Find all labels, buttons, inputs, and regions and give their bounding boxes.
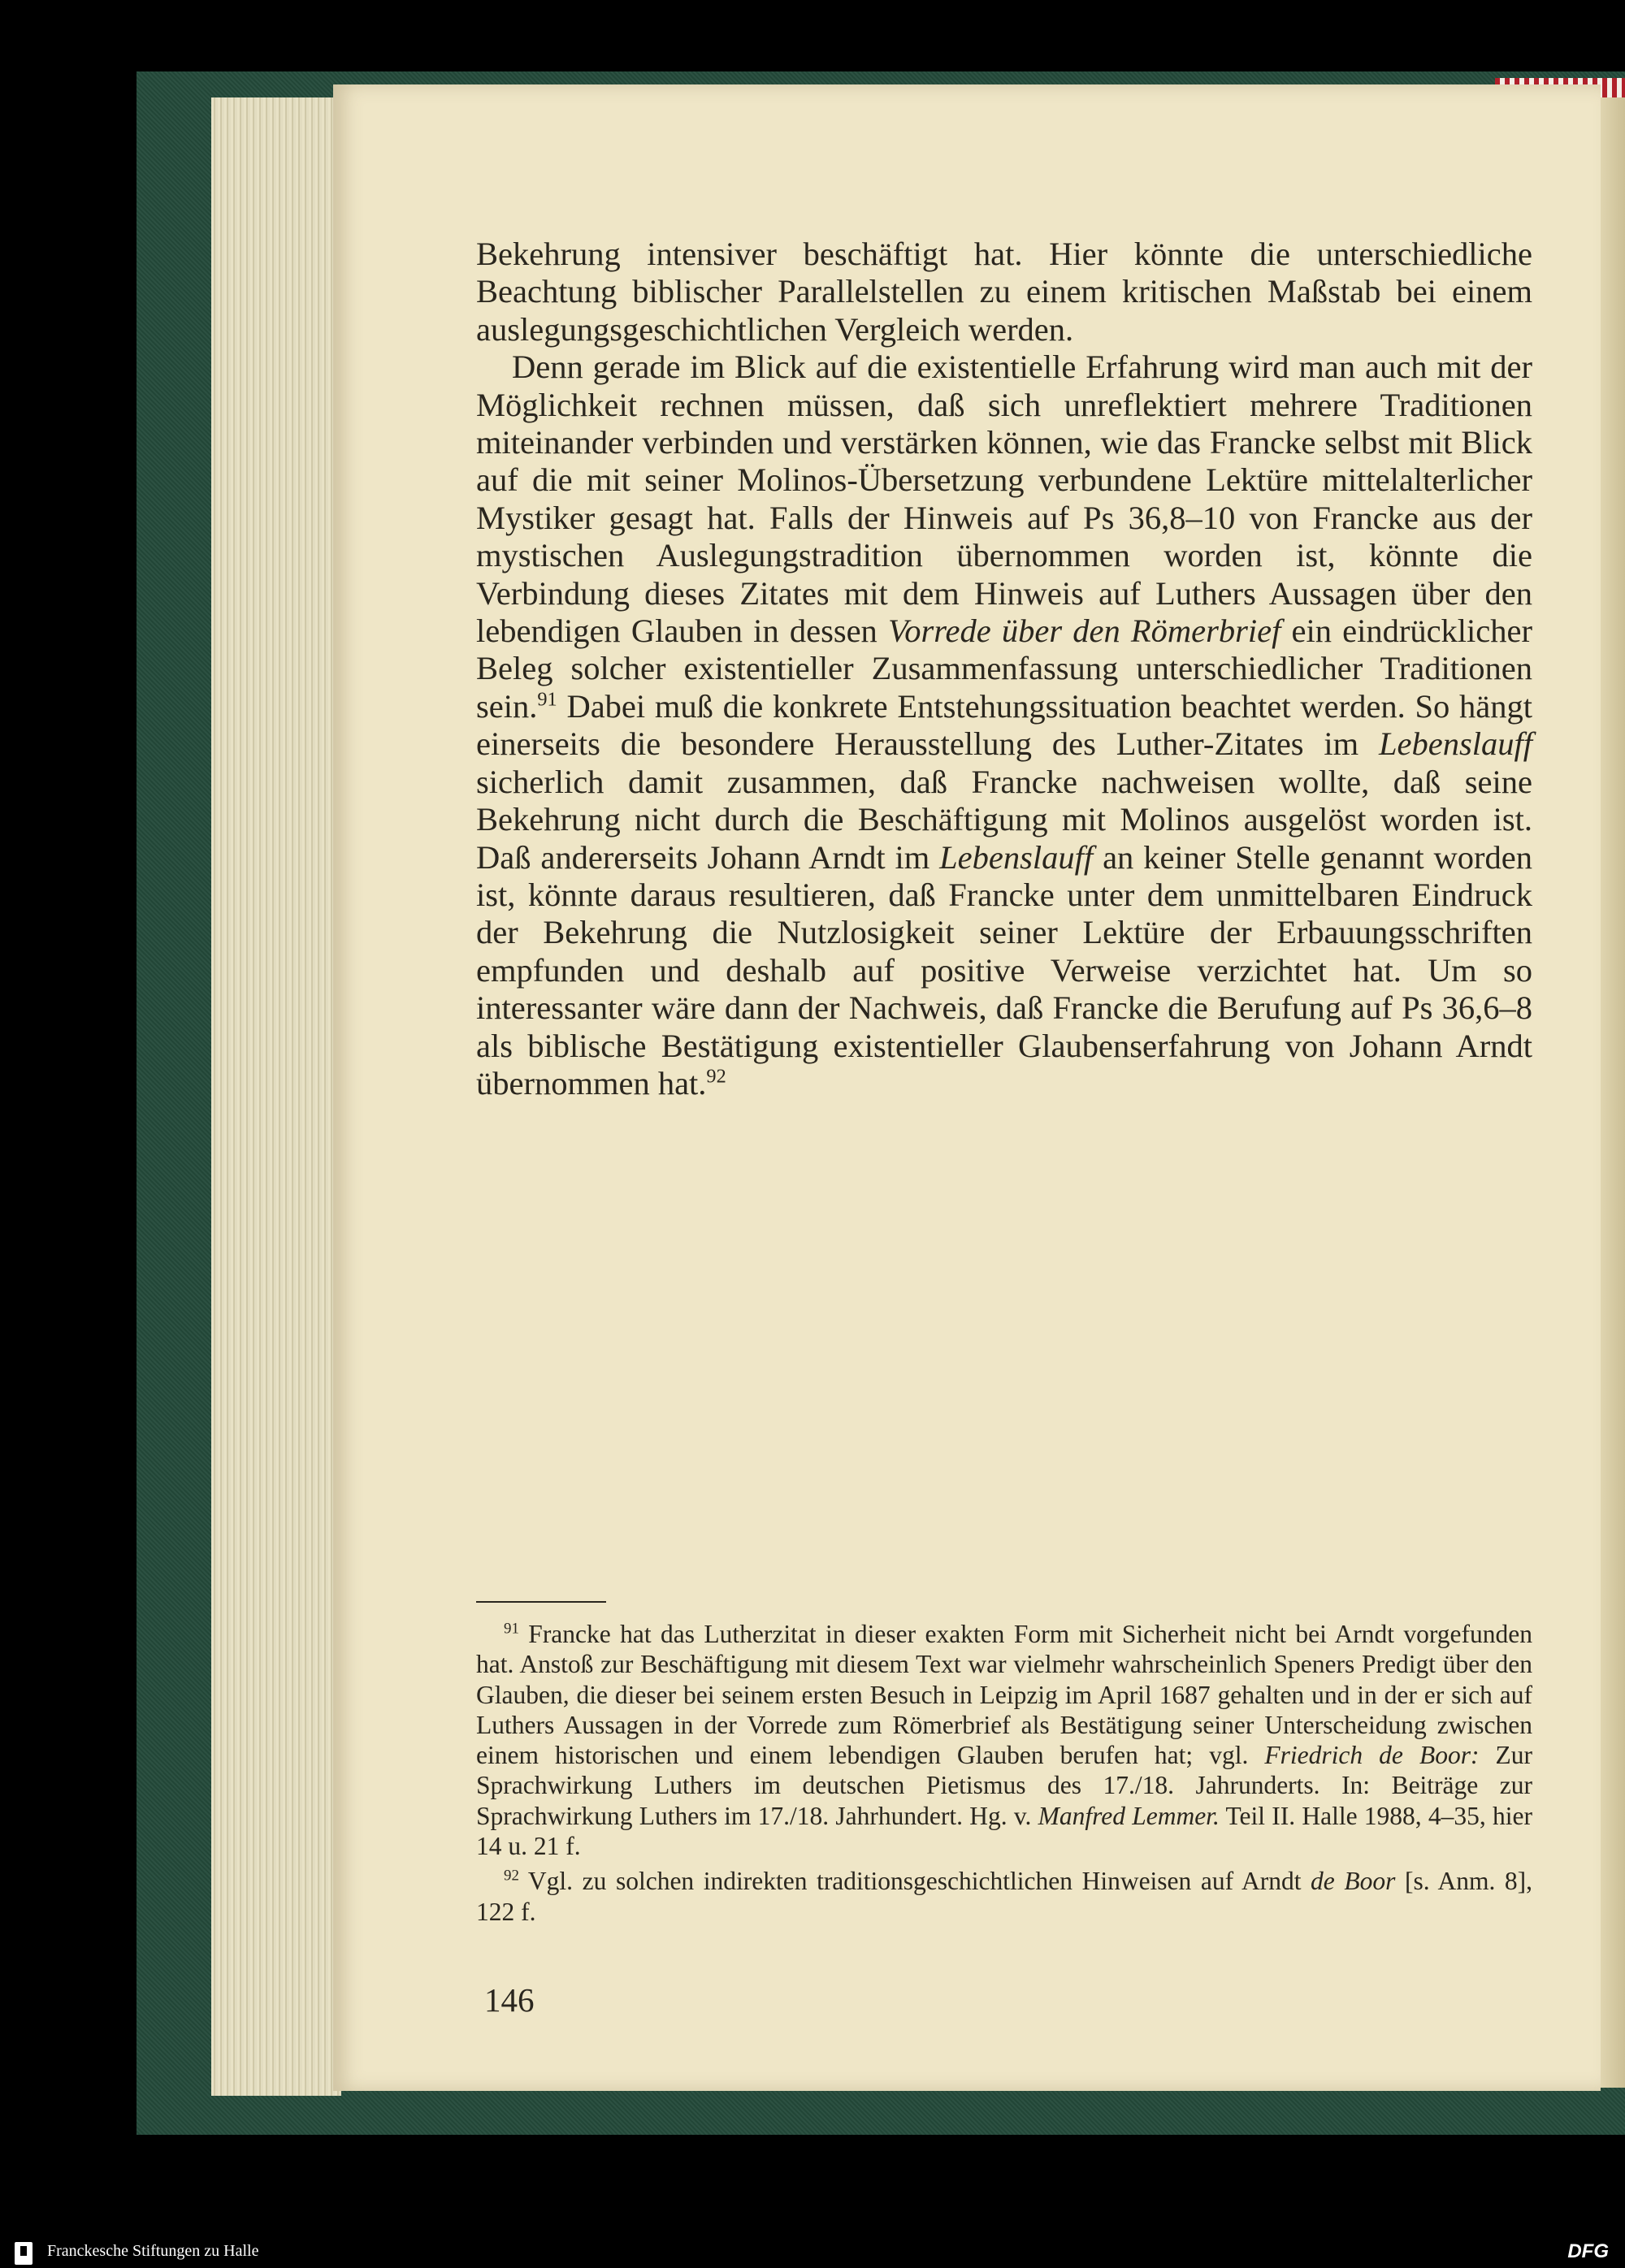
- footnote-author: de Boor: [1311, 1867, 1396, 1896]
- paragraph-text: sicherlich damit zusammen, daß Francke nachweisen wollte, daß seine Bekehrung nicht durch die Beschäftigung mit Molinos ausgelöst worden ist. Daß andererseits Johann Arndt im: [476, 763, 1532, 876]
- footnote-marker: 91: [504, 1620, 519, 1638]
- footnote-text: Teil II. Halle 1988, 4–35, hier 14 u. 21 f.: [476, 1801, 1533, 1861]
- italic-title: Lebenslauff: [939, 838, 1094, 876]
- footnote-text: Francke hat das Lutherzitat in dieser exakten Form mit Sicherheit nicht bei Arndt vorgefunden hat. Anstoß zur Beschäftigung mit diesem Text war vielmehr wahrscheinlich Speners Predigt über den Glauben, die dieser bei seinem ersten Besuch in Leipzig im April 1687 gehalten und in der er sich auf Luthers Aussagen in der Vorrede zum Römerbrief als Bestätigung seiner Unterscheidung zwischen einem historischen und einem lebendigen Glauben berufen hat; vgl.: [476, 1620, 1532, 1770]
- footnote-author: Friedrich de Boor:: [1264, 1741, 1480, 1770]
- italic-title: Lebenslauff: [1379, 725, 1532, 763]
- page-edges: [211, 97, 341, 2096]
- body-text: [476, 236, 1532, 1102]
- footnote-text: [s. Anm. 8], 122 f.: [476, 1867, 1533, 1926]
- footnote-marker: 92: [504, 1867, 519, 1885]
- footnote-separator: [476, 1601, 606, 1603]
- paragraph-text: Denn gerade im Blick auf die existentielle Erfahrung wird man auch mit der Möglichkeit rechnen müssen, daß sich unreflektiert mehrere Traditionen miteinander verbinden und verstärken können, wie das Francke selbst mit Blick auf die mit seiner Molinos-Übersetzung verbundene Lektüre mittelalterlicher Mystiker gesagt hat. Falls der Hinweis auf Ps 36,8–10 von Francke aus der mystischen Auslegungstradition übernommen worden ist, könnte die Verbindung dieses Zitates mit dem Hinweis auf Luthers Aussagen über den lebendigen Glauben in dessen: [476, 348, 1532, 650]
- footnote-text: Vgl. zu solchen indirekten traditionsgeschichtlichen Hinweisen auf Arndt: [527, 1867, 1302, 1896]
- dfg-logo[interactable]: DFG: [1567, 2240, 1609, 2262]
- paragraph-text: Dabei muß die konkrete Entstehungssituation beachtet werden. So hängt einerseits die besondere Herausstellung des Luther-Zitates im: [476, 687, 1532, 763]
- footnote-ref-92[interactable]: 92: [706, 1065, 726, 1088]
- footnote-editor: Manfred Lemmer.: [1038, 1801, 1220, 1830]
- paragraph-2: [476, 348, 1532, 1102]
- page-number: 146: [484, 1981, 535, 2019]
- footnote-text: Zur Sprachwirkung Luthers im deutschen Pietismus des 17./18. Jahrunderts. In: Beiträge zur Sprachwirkung Luthers im 17./18. Jahrhundert. Hg. v.: [476, 1741, 1532, 1830]
- italic-title: Vorrede über den Römerbrief: [887, 612, 1281, 650]
- paragraph-text: Bekehrung intensiver beschäftigt hat. Hier könnte die unterschiedliche Beachtung biblischer Parallelstellen zu einem kritischen Maßstab bei einem auslegungsgeschichtlichen Vergleich werden.: [476, 236, 1532, 348]
- main-text: [476, 236, 1532, 1102]
- footnotes: [476, 1619, 1532, 1927]
- institution-logo-icon[interactable]: [15, 2242, 32, 2265]
- footnote-ref-91[interactable]: 91: [537, 688, 557, 711]
- institution-label[interactable]: Franckesche Stiftungen zu Halle: [47, 2242, 259, 2260]
- paragraph-1: [476, 236, 1532, 348]
- paragraph-text: an keiner Stelle genannt worden ist, könnte daraus resultieren, daß Francke unter dem unmittelbaren Eindruck der Bekehrung die Nutzlosigkeit seiner Lektüre der Erbauungsschriften empfunden und deshalb auf positive Verweise verzichtet hat. Um so interessanter wäre dann der Nachweis, daß Francke die Berufung auf Ps 36,6–8 als biblische Bestätigung existentieller Glaubenserfahrung von Johann Arndt übernommen hat.: [476, 838, 1532, 1102]
- paragraph-text: ein eindrücklicher Beleg solcher existentieller Zusammenfassung unterschiedlicher Traditionen sein.: [476, 612, 1532, 725]
- footnote-91: [476, 1619, 1532, 1861]
- footnote-92: [476, 1866, 1532, 1927]
